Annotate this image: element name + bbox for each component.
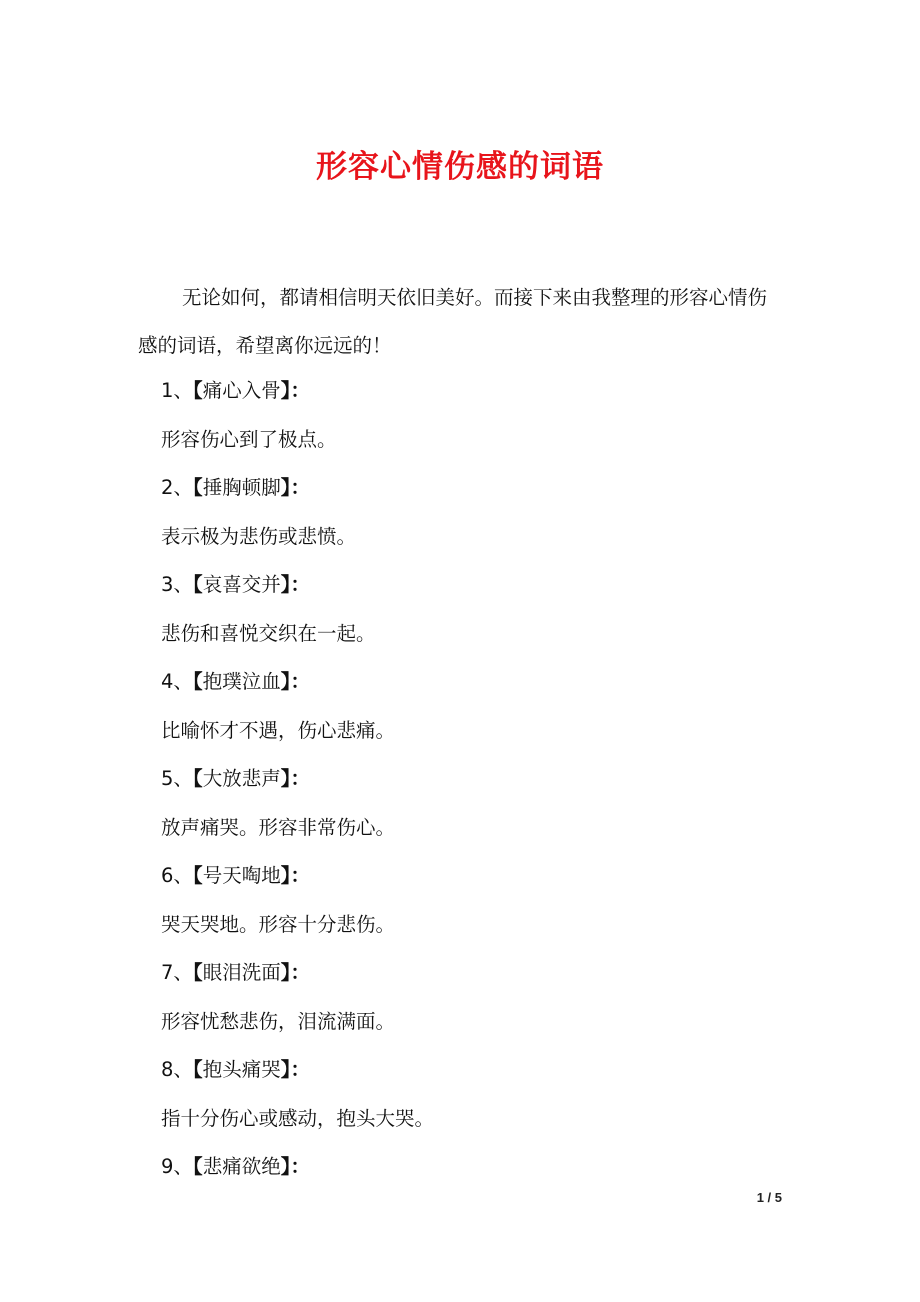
- entry-term: 抱璞泣血: [202, 670, 281, 693]
- entry-colon: ：: [290, 1155, 310, 1178]
- entry-number: 9、: [161, 1155, 193, 1178]
- entry-heading: [161, 755, 761, 804]
- entry-term: 悲痛欲绝: [202, 1155, 281, 1178]
- entry-open-bracket: 【: [192, 573, 203, 596]
- entry-open-bracket: 【: [192, 864, 203, 887]
- entry-term: 抱头痛哭: [202, 1058, 281, 1081]
- entry-heading: [161, 464, 761, 513]
- entry-close-bracket: 】: [280, 573, 291, 596]
- entry-close-bracket: 】: [280, 1058, 291, 1081]
- entry-colon: ：: [290, 670, 310, 693]
- entry-close-bracket: 】: [280, 767, 291, 790]
- document-title: 形容心情伤感的词语: [316, 149, 604, 185]
- entry-list: [161, 367, 761, 1192]
- entry-number: 8、: [161, 1058, 193, 1081]
- entry-open-bracket: 【: [192, 670, 203, 693]
- entry-close-bracket: 】: [280, 670, 291, 693]
- entry-term: 痛心入骨: [202, 379, 281, 402]
- entry-colon: ：: [290, 767, 310, 790]
- entry-colon: ：: [290, 379, 310, 402]
- entry-definition: 形容忧愁悲伤，泪流满面。: [161, 1009, 396, 1033]
- entry-term: 大放悲声: [202, 767, 281, 790]
- entry-definition: 形容伤心到了极点。: [161, 427, 337, 451]
- entry-colon: ：: [290, 573, 310, 596]
- entry-open-bracket: 【: [192, 1155, 203, 1178]
- entry-close-bracket: 】: [280, 864, 291, 887]
- entry-colon: ：: [290, 476, 310, 499]
- entry-colon: ：: [290, 864, 310, 887]
- page-number: 1 / 5: [756, 1190, 782, 1205]
- entry-term: 号天啕地: [202, 864, 281, 887]
- entry-heading: [161, 367, 761, 416]
- entry-definition: 比喻怀才不遇，伤心悲痛。: [161, 718, 396, 742]
- entry-definition: 放声痛哭。形容非常伤心。: [161, 815, 396, 839]
- entry-term: 哀喜交并: [202, 573, 281, 596]
- entry-open-bracket: 【: [192, 476, 203, 499]
- entry-heading: [161, 1143, 761, 1192]
- entry-heading: [161, 658, 761, 707]
- entry-heading: [161, 1046, 761, 1095]
- entry-term: 捶胸顿脚: [202, 476, 281, 499]
- entry-open-bracket: 【: [192, 961, 203, 984]
- entry-open-bracket: 【: [192, 379, 203, 402]
- entry-number: 7、: [161, 961, 193, 984]
- entry-open-bracket: 【: [192, 1058, 203, 1081]
- entry-number: 6、: [161, 864, 193, 887]
- entry-number: 1、: [161, 379, 193, 402]
- entry-close-bracket: 】: [280, 961, 291, 984]
- entry-definition: 悲伤和喜悦交织在一起。: [161, 621, 376, 645]
- entry-term: 眼泪洗面: [202, 961, 281, 984]
- entry-open-bracket: 【: [192, 767, 203, 790]
- entry-close-bracket: 】: [280, 379, 291, 402]
- entry-colon: ：: [290, 1058, 310, 1081]
- intro-paragraph: 无论如何，都请相信明天依旧美好。而接下来由我整理的形容心情伤感的词语，希望离你远远的！: [138, 286, 768, 357]
- entry-number: 3、: [161, 573, 193, 596]
- entry-close-bracket: 】: [280, 1155, 291, 1178]
- entry-colon: ：: [290, 961, 310, 984]
- entry-heading: [161, 852, 761, 901]
- entry-definition: 指十分伤心或感动，抱头大哭。: [161, 1106, 435, 1130]
- entry-heading: [161, 561, 761, 610]
- entry-heading: [161, 949, 761, 998]
- entry-number: 5、: [161, 767, 193, 790]
- entry-definition: 哭天哭地。形容十分悲伤。: [161, 912, 396, 936]
- entry-definition: 表示极为悲伤或悲愤。: [161, 524, 357, 548]
- entry-number: 2、: [161, 476, 193, 499]
- entry-number: 4、: [161, 670, 193, 693]
- entry-close-bracket: 】: [280, 476, 291, 499]
